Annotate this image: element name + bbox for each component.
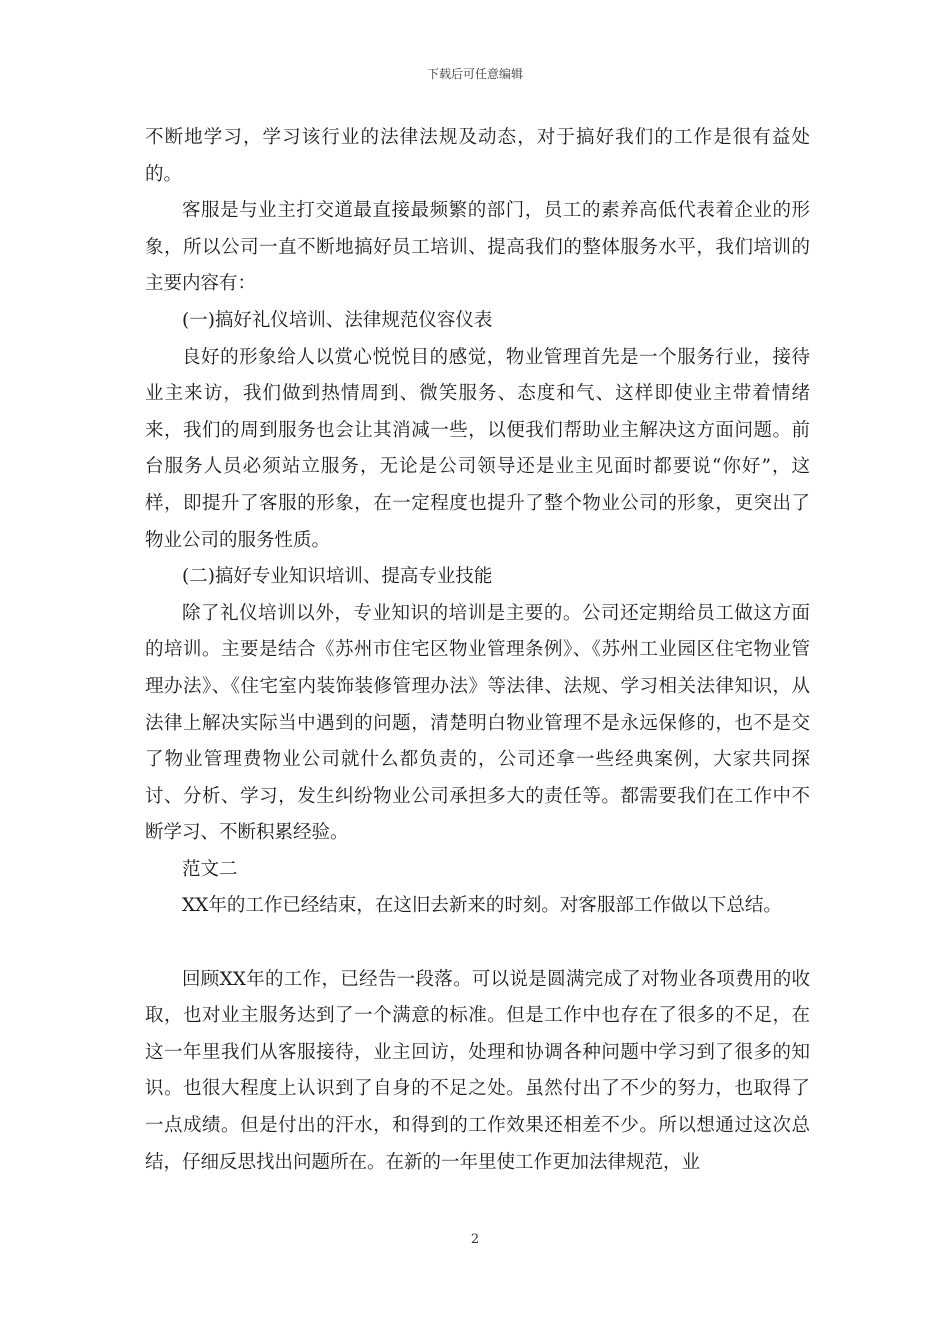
paragraph-year-review: 回顾XX年的工作，已经告一段落。可以说是圆满完成了对物业各项费用的收取，也对业主服务达到了一个满意的标准。但是工作中也存在了很多的不足，在这一年里我们从客服接待，业主回访，处理和协调各种问题中学习到了很多的知识。也很大程度上认识到了自身的不足之处。虽然付出了不少的努力，也取得了一点成绩。但是付出的汗水，和得到的工作效果还相差不少。所以想通过这次总结，仔细反思找出问题所在。在新的一年里使工作更加法律规范，业 <box>145 968 810 1173</box>
paragraph-continuation: 不断地学习，学习该行业的法律法规及动态，对于搞好我们的工作是很有益处的。 <box>145 127 810 185</box>
document-body <box>145 120 810 1181</box>
page-number: 2 <box>470 1232 480 1247</box>
paragraph-etiquette-training: 良好的形象给人以赏心悦悦目的感觉，物业管理首先是一个服务行业，接待业主来访，我们做到热情周到、微笑服务、态度和气、这样即使业主带着情绪来，我们的周到服务也会让其消减一些，以便我们帮助业主解决这方面问题。前台服务人员必须站立服务，无论是公司领导还是业主见面时都要说“你好”，这样，即提升了客服的形象，在一定程度也提升了整个物业公司的形象，更突出了物业公司的服务性质。 <box>145 346 810 551</box>
paragraph-year-end-intro: XX年的工作已经结束，在这旧去新来的时刻。对客服部工作做以下总结。 <box>182 895 782 917</box>
paragraph-customer-service-intro: 客服是与业主打交道最直接最频繁的部门，员工的素养高低代表着企业的形象，所以公司一直不断地搞好员工培训、提高我们的整体服务水平，我们培训的主要内容有： <box>145 200 810 295</box>
paragraph-professional-training: 除了礼仪培训以外，专业知识的培训是主要的。公司还定期给员工做这方面的培训。主要是结合《苏州市住宅区物业管理条例》、《苏州工业园区住宅物业管理办法》、《住宅室内装饰装修管理办法》等法律、法规、学习相关法律知识，从法律上解决实际当中遇到的问题，清楚明白物业管理不是永远保修的，也不是交了物业管理费物业公司就什么都负责的，公司还拿一些经典案例，大家共同探讨、分析、学习，发生纠纷物业公司承担多大的责任等。都需要我们在工作中不断学习、不断积累经验。 <box>145 602 810 844</box>
page-header: 下载后可任意编辑 <box>426 67 523 81</box>
section-heading-professional-training: (二)搞好专业知识培训、提高专业技能 <box>182 566 493 588</box>
section-heading-etiquette-training: (一)搞好礼仪培训、法律规范仪容仪表 <box>182 309 493 331</box>
sample-heading-two: 范文二 <box>182 858 238 880</box>
